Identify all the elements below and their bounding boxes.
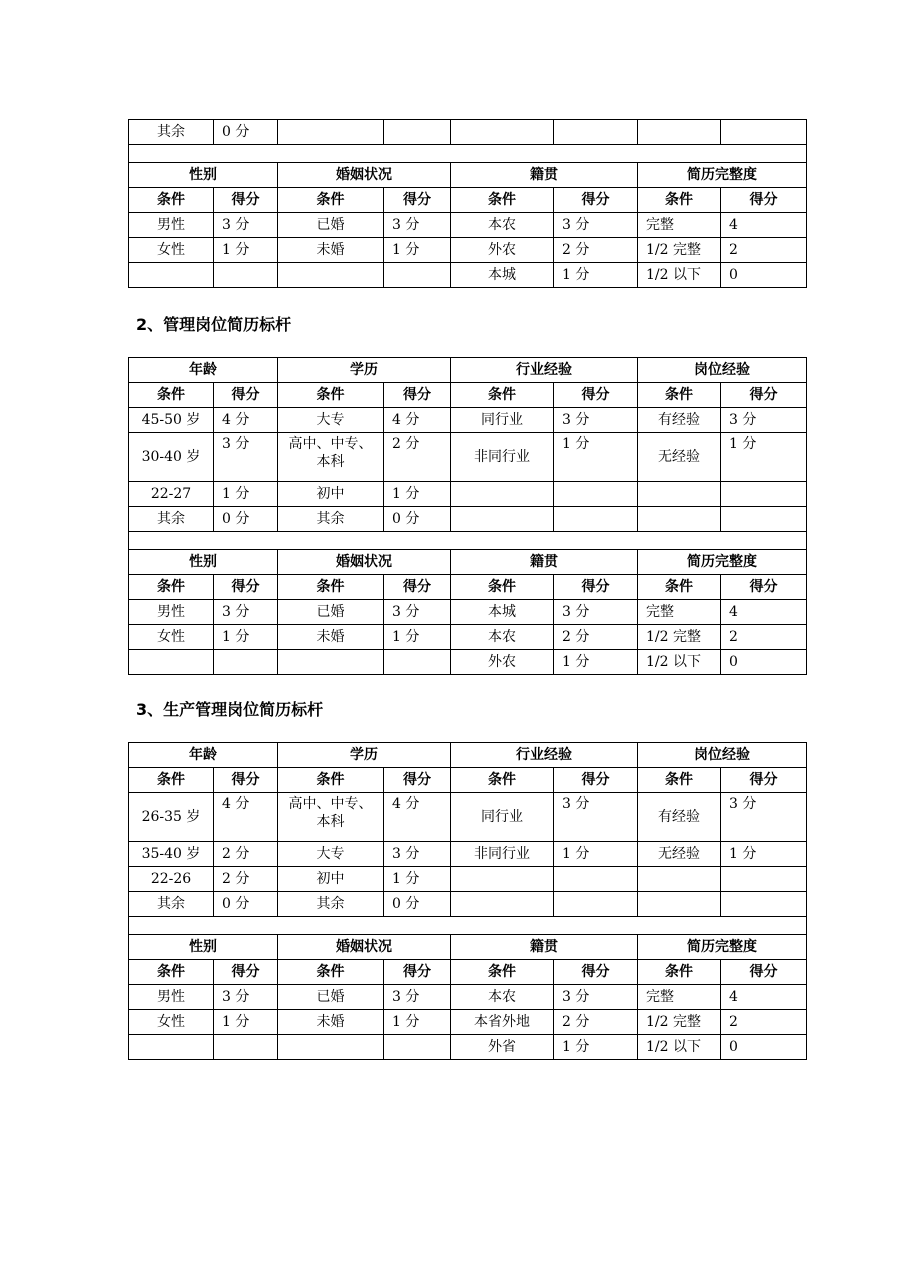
subheader-cell: 得分	[721, 188, 807, 213]
cell: 3 分	[384, 600, 451, 625]
cell: 1 分	[214, 238, 278, 263]
header-cell: 婚姻状况	[278, 163, 451, 188]
header-cell: 性别	[129, 935, 278, 960]
cell	[721, 120, 807, 145]
subheader-cell: 条件	[451, 768, 554, 793]
cell: 4	[721, 600, 807, 625]
cell	[721, 507, 807, 532]
cell: 2 分	[554, 625, 638, 650]
cell	[554, 120, 638, 145]
table-row	[129, 433, 807, 482]
cell: 同行业	[451, 408, 554, 433]
table-2	[128, 357, 807, 675]
header-cell: 行业经验	[451, 358, 638, 383]
spacer-row	[129, 917, 807, 935]
cell: 2 分	[384, 433, 451, 482]
cell: 女性	[129, 1010, 214, 1035]
cell	[638, 120, 721, 145]
cell: 外农	[451, 650, 554, 675]
cell	[278, 650, 384, 675]
cell: 4 分	[214, 408, 278, 433]
subheader-cell: 得分	[384, 768, 451, 793]
cell: 高中、中专、本科	[278, 433, 384, 482]
subheader-row	[129, 575, 807, 600]
cell: 1 分	[214, 1010, 278, 1035]
header-cell: 婚姻状况	[278, 935, 451, 960]
cell: 本农	[451, 213, 554, 238]
cell	[214, 1035, 278, 1060]
header-row	[129, 358, 807, 383]
cell	[638, 892, 721, 917]
cell: 35-40 岁	[129, 842, 214, 867]
table-row	[129, 985, 807, 1010]
cell: 1 分	[554, 650, 638, 675]
cell: 1 分	[384, 482, 451, 507]
subheader-cell: 条件	[129, 960, 214, 985]
cell: 男性	[129, 213, 214, 238]
table-1	[128, 119, 807, 288]
cell	[451, 507, 554, 532]
header-row	[129, 163, 807, 188]
cell: 2 分	[214, 842, 278, 867]
cell: 22-27	[129, 482, 214, 507]
cell: 3 分	[554, 793, 638, 842]
subheader-row	[129, 768, 807, 793]
cell: 有经验	[638, 793, 721, 842]
header-row	[129, 743, 807, 768]
cell	[451, 892, 554, 917]
cell: 1 分	[214, 482, 278, 507]
cell	[278, 120, 384, 145]
subheader-cell: 得分	[384, 383, 451, 408]
header-cell: 岗位经验	[638, 358, 807, 383]
table-row	[129, 600, 807, 625]
subheader-cell: 得分	[554, 960, 638, 985]
table-row	[129, 238, 807, 263]
cell	[129, 650, 214, 675]
cell: 1 分	[554, 433, 638, 482]
cell: 22-26	[129, 867, 214, 892]
cell: 3 分	[554, 600, 638, 625]
cell: 1 分	[384, 625, 451, 650]
cell: 已婚	[278, 985, 384, 1010]
cell: 0 分	[384, 892, 451, 917]
cell	[638, 507, 721, 532]
cell: 1 分	[721, 433, 807, 482]
table-row	[129, 892, 807, 917]
cell: 本省外地	[451, 1010, 554, 1035]
cell: 已婚	[278, 213, 384, 238]
cell: 男性	[129, 985, 214, 1010]
cell: 1/2 完整	[638, 238, 721, 263]
table-3	[128, 742, 807, 1060]
cell	[451, 120, 554, 145]
header-row	[129, 550, 807, 575]
cell	[384, 1035, 451, 1060]
cell: 男性	[129, 600, 214, 625]
cell: 本农	[451, 985, 554, 1010]
cell: 高中、中专、本科	[278, 793, 384, 842]
table-row	[129, 625, 807, 650]
cell: 无经验	[638, 842, 721, 867]
cell: 完整	[638, 600, 721, 625]
cell: 30-40 岁	[129, 433, 214, 482]
subheader-cell: 得分	[214, 960, 278, 985]
cell: 2 分	[214, 867, 278, 892]
subheader-cell: 得分	[384, 575, 451, 600]
header-cell: 学历	[278, 358, 451, 383]
subheader-cell: 得分	[721, 575, 807, 600]
subheader-cell: 得分	[721, 960, 807, 985]
cell: 初中	[278, 867, 384, 892]
cell: 1 分	[554, 1035, 638, 1060]
header-cell: 性别	[129, 550, 278, 575]
table-row	[129, 867, 807, 892]
cell: 3 分	[384, 842, 451, 867]
subheader-cell: 得分	[214, 575, 278, 600]
subheader-cell: 得分	[554, 768, 638, 793]
cell: 1 分	[384, 238, 451, 263]
subheader-cell: 条件	[638, 575, 721, 600]
cell: 4 分	[384, 408, 451, 433]
cell: 4 分	[214, 793, 278, 842]
cell: 0	[721, 1035, 807, 1060]
cell: 大专	[278, 842, 384, 867]
cell: 4	[721, 985, 807, 1010]
cell: 未婚	[278, 238, 384, 263]
header-cell: 简历完整度	[638, 550, 807, 575]
header-cell: 籍贯	[451, 935, 638, 960]
table-row	[129, 507, 807, 532]
subheader-cell: 得分	[721, 383, 807, 408]
cell: 3 分	[214, 600, 278, 625]
cell: 其余	[278, 507, 384, 532]
cell: 其余	[129, 120, 214, 145]
cell	[384, 263, 451, 288]
cell: 已婚	[278, 600, 384, 625]
subheader-row	[129, 383, 807, 408]
subheader-cell: 条件	[638, 960, 721, 985]
subheader-cell: 得分	[554, 188, 638, 213]
header-cell: 简历完整度	[638, 163, 807, 188]
header-cell: 年龄	[129, 358, 278, 383]
cell: 3 分	[384, 985, 451, 1010]
cell	[638, 867, 721, 892]
cell: 1 分	[214, 625, 278, 650]
table-row	[129, 1035, 807, 1060]
subheader-cell: 条件	[129, 188, 214, 213]
header-cell: 学历	[278, 743, 451, 768]
cell: 3 分	[721, 408, 807, 433]
cell	[721, 892, 807, 917]
subheader-cell: 条件	[129, 383, 214, 408]
subheader-row	[129, 188, 807, 213]
subheader-cell: 得分	[384, 188, 451, 213]
subheader-cell: 条件	[278, 768, 384, 793]
header-row	[129, 935, 807, 960]
cell: 大专	[278, 408, 384, 433]
cell: 无经验	[638, 433, 721, 482]
cell	[278, 1035, 384, 1060]
cell	[554, 867, 638, 892]
subheader-cell: 条件	[451, 575, 554, 600]
cell: 3 分	[214, 213, 278, 238]
header-cell: 年龄	[129, 743, 278, 768]
header-cell: 婚姻状况	[278, 550, 451, 575]
cell: 2 分	[554, 238, 638, 263]
cell: 3 分	[384, 213, 451, 238]
cell	[721, 482, 807, 507]
section-3-title: 3、生产管理岗位简历标杆	[136, 700, 324, 719]
subheader-cell: 条件	[451, 960, 554, 985]
table-row	[129, 263, 807, 288]
cell: 有经验	[638, 408, 721, 433]
subheader-cell: 条件	[278, 575, 384, 600]
cell: 4	[721, 213, 807, 238]
cell: 初中	[278, 482, 384, 507]
cell: 同行业	[451, 793, 554, 842]
cell: 完整	[638, 985, 721, 1010]
cell: 其余	[278, 892, 384, 917]
header-cell: 简历完整度	[638, 935, 807, 960]
cell: 1 分	[384, 1010, 451, 1035]
header-cell: 岗位经验	[638, 743, 807, 768]
table-row	[129, 1010, 807, 1035]
cell: 本城	[451, 600, 554, 625]
cell	[214, 263, 278, 288]
cell: 本城	[451, 263, 554, 288]
cell	[129, 1035, 214, 1060]
cell: 1 分	[721, 842, 807, 867]
subheader-cell: 条件	[451, 383, 554, 408]
subheader-cell: 得分	[554, 383, 638, 408]
cell	[638, 482, 721, 507]
table-row	[129, 842, 807, 867]
table-row	[129, 793, 807, 842]
cell: 1 分	[554, 263, 638, 288]
header-cell: 行业经验	[451, 743, 638, 768]
cell: 3 分	[721, 793, 807, 842]
cell: 0 分	[214, 892, 278, 917]
subheader-cell: 得分	[214, 383, 278, 408]
cell: 未婚	[278, 625, 384, 650]
cell: 2	[721, 625, 807, 650]
cell: 完整	[638, 213, 721, 238]
cell: 外农	[451, 238, 554, 263]
cell: 非同行业	[451, 433, 554, 482]
cell	[129, 263, 214, 288]
cell: 4 分	[384, 793, 451, 842]
cell: 1/2 完整	[638, 1010, 721, 1035]
cell: 3 分	[554, 213, 638, 238]
subheader-cell: 条件	[278, 960, 384, 985]
subheader-cell: 条件	[129, 575, 214, 600]
cell	[384, 650, 451, 675]
subheader-cell: 条件	[638, 768, 721, 793]
cell: 3 分	[214, 433, 278, 482]
cell	[451, 867, 554, 892]
subheader-cell: 条件	[278, 383, 384, 408]
cell: 1/2 完整	[638, 625, 721, 650]
subheader-cell: 条件	[638, 383, 721, 408]
subheader-cell: 得分	[721, 768, 807, 793]
subheader-cell: 得分	[214, 768, 278, 793]
table-row	[129, 482, 807, 507]
cell: 0 分	[214, 507, 278, 532]
cell	[721, 867, 807, 892]
cell: 本农	[451, 625, 554, 650]
cell: 45-50 岁	[129, 408, 214, 433]
subheader-cell: 条件	[278, 188, 384, 213]
cell: 1/2 以下	[638, 263, 721, 288]
cell: 其余	[129, 892, 214, 917]
cell: 女性	[129, 238, 214, 263]
table-row	[129, 120, 807, 145]
spacer-row	[129, 532, 807, 550]
cell: 非同行业	[451, 842, 554, 867]
cell	[384, 120, 451, 145]
cell: 1 分	[554, 842, 638, 867]
cell: 0 分	[214, 120, 278, 145]
table-row	[129, 408, 807, 433]
cell	[554, 507, 638, 532]
cell	[554, 482, 638, 507]
spacer-row	[129, 145, 807, 163]
cell: 26-35 岁	[129, 793, 214, 842]
table-row	[129, 650, 807, 675]
subheader-cell: 得分	[554, 575, 638, 600]
cell	[554, 892, 638, 917]
header-cell: 籍贯	[451, 550, 638, 575]
subheader-cell: 得分	[384, 960, 451, 985]
cell: 2	[721, 1010, 807, 1035]
cell: 2 分	[554, 1010, 638, 1035]
cell: 1/2 以下	[638, 1035, 721, 1060]
cell: 其余	[129, 507, 214, 532]
cell	[278, 263, 384, 288]
subheader-cell: 得分	[214, 188, 278, 213]
cell: 女性	[129, 625, 214, 650]
cell: 1 分	[384, 867, 451, 892]
cell: 0 分	[384, 507, 451, 532]
cell	[451, 482, 554, 507]
cell: 3 分	[214, 985, 278, 1010]
cell: 3 分	[554, 408, 638, 433]
cell: 0	[721, 263, 807, 288]
subheader-cell: 条件	[451, 188, 554, 213]
cell: 1/2 以下	[638, 650, 721, 675]
subheader-cell: 条件	[638, 188, 721, 213]
cell	[214, 650, 278, 675]
cell: 外省	[451, 1035, 554, 1060]
subheader-cell: 条件	[129, 768, 214, 793]
section-2-title: 2、管理岗位简历标杆	[136, 315, 292, 334]
cell: 0	[721, 650, 807, 675]
cell: 2	[721, 238, 807, 263]
cell: 未婚	[278, 1010, 384, 1035]
header-cell: 籍贯	[451, 163, 638, 188]
subheader-row	[129, 960, 807, 985]
table-row	[129, 213, 807, 238]
cell: 3 分	[554, 985, 638, 1010]
header-cell: 性别	[129, 163, 278, 188]
